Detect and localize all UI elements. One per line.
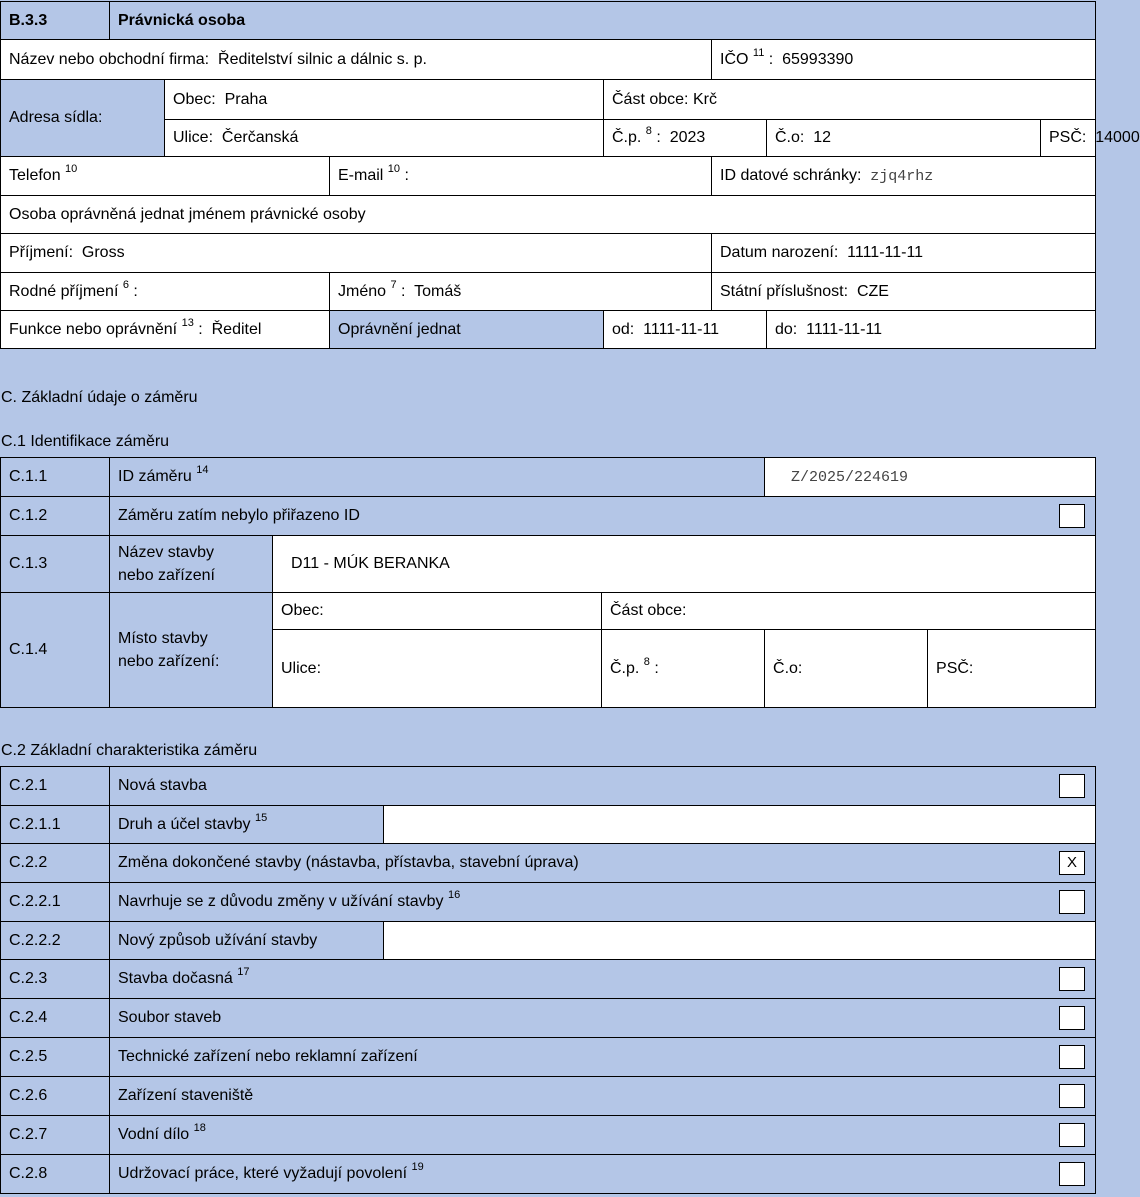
c25-row xyxy=(110,1038,1096,1077)
c26-label: Zařízení staveniště xyxy=(118,1087,254,1104)
b33-obec-cell: Obec: Praha xyxy=(165,80,604,120)
b33-ico-cell: IČO $^{11}$ : 65993390 xyxy=(712,40,1096,80)
b33-cast-obce-cell: Část obce: Krč xyxy=(604,80,1096,120)
b33-opravneni-label: Oprávnění jednat xyxy=(330,311,604,349)
c21-label: Nová stavba xyxy=(118,777,207,794)
c221-label: Navrhuje se z důvodu změny v užívání stavby xyxy=(118,893,444,910)
section-c1-table xyxy=(0,457,1096,708)
c23-code: C.2.3 xyxy=(1,960,110,999)
c13-label: Název stavby nebo zařízení xyxy=(110,536,273,593)
c27-row: Vodní dílo $^{18}$ xyxy=(110,1116,1096,1155)
c24-checkbox[interactable] xyxy=(1059,1006,1085,1030)
c21-checkbox[interactable] xyxy=(1059,774,1085,798)
b33-title: Právnická osoba xyxy=(110,2,1096,40)
c23-checkbox[interactable] xyxy=(1059,967,1085,991)
c27-code: C.2.7 xyxy=(1,1116,110,1155)
b33-od-cell: od: 1111-11-11 xyxy=(604,311,767,349)
b33-jmeno-cell: Jméno $^7$ : Tomáš xyxy=(330,273,712,311)
c26-row xyxy=(110,1077,1096,1116)
c12-label: Záměru zatím nebylo přiřazeno ID xyxy=(118,507,360,524)
section-c2-title: C.2 Základní charakteristika záměru xyxy=(1,742,258,759)
c28-label: Udržovací práce, které vyžadují povolení xyxy=(118,1165,408,1182)
c13-code: C.1.3 xyxy=(1,536,110,593)
b33-datova-cell: ID datové schránky: zjq4rhz xyxy=(712,157,1096,196)
c211-label: Druh a účel stavby $^{15}$ xyxy=(110,806,384,844)
c14-ulice[interactable]: Ulice: xyxy=(273,630,602,708)
c222-label: Nový způsob užívání stavby xyxy=(110,922,384,960)
b33-funkce-cell: Funkce nebo oprávnění $^{13}$ : Ředitel xyxy=(1,311,330,349)
c25-label: Technické zařízení nebo reklamní zařízení xyxy=(118,1048,418,1065)
b33-ico-value[interactable]: 65993390 xyxy=(782,50,854,68)
c28-checkbox[interactable] xyxy=(1059,1162,1085,1186)
c21-row xyxy=(110,767,1096,806)
b33-datova-value[interactable]: zjq4rhz xyxy=(870,168,934,185)
c27-checkbox[interactable] xyxy=(1059,1123,1085,1147)
b33-do-cell: do: 1111-11-11 xyxy=(767,311,1096,349)
b33-psc-cell: PSČ: 14000 xyxy=(1041,120,1096,157)
c14-obec[interactable]: Obec: xyxy=(273,593,602,630)
b33-telefon-cell[interactable]: Telefon $^{10}$ xyxy=(1,157,330,196)
section-b33-table xyxy=(0,1,1140,349)
c27-label: Vodní dílo xyxy=(118,1126,190,1143)
c14-co[interactable]: Č.o: xyxy=(765,630,928,708)
c25-code: C.2.5 xyxy=(1,1038,110,1077)
b33-email-cell[interactable]: E-mail $^{10}$ : xyxy=(330,157,712,196)
section-c1-title: C.1 Identifikace záměru xyxy=(1,433,170,450)
c211-input[interactable] xyxy=(384,806,1096,844)
b33-address-label: Adresa sídla: xyxy=(1,80,165,157)
c14-cp[interactable]: Č.p. $^8$ : xyxy=(602,630,765,708)
b33-name-cell: Název nebo obchodní firma: Ředitelství silnic a dálnic s. p. xyxy=(1,40,712,80)
c221-row: Navrhuje se z důvodu změny v užívání stavby $^{16}$ xyxy=(110,883,1096,922)
c14-psc[interactable]: PSČ: xyxy=(928,630,1096,708)
section-c2-table xyxy=(0,766,1096,1194)
b33-prijmeni-cell: Příjmení: Gross xyxy=(1,234,712,273)
c22-checkbox[interactable]: X xyxy=(1059,851,1085,875)
c211-code: C.2.1.1 xyxy=(1,806,110,844)
c221-code: C.2.2.1 xyxy=(1,883,110,922)
section-c-title: C. Základní údaje o záměru xyxy=(1,389,198,406)
c222-code: C.2.2.2 xyxy=(1,922,110,960)
c26-code: C.2.6 xyxy=(1,1077,110,1116)
c28-code: C.2.8 xyxy=(1,1155,110,1194)
c22-code: C.2.2 xyxy=(1,844,110,883)
c14-cast-obce[interactable]: Část obce: xyxy=(602,593,1096,630)
c11-code: C.1.1 xyxy=(1,458,110,497)
c22-label: Změna dokončené stavby (nástavba, přístavba, stavební úprava) xyxy=(118,854,579,871)
c22-row xyxy=(110,844,1096,883)
b33-ulice-cell: Ulice: Čerčanská xyxy=(165,120,604,157)
c24-row xyxy=(110,999,1096,1038)
b33-osoba-title: Osoba oprávněná jednat jménem právnické osoby xyxy=(1,196,1096,234)
c11-label: ID záměru $^{14}$ xyxy=(110,458,765,497)
b33-co-cell: Č.o: 12 xyxy=(767,120,1041,157)
b33-narozeni-cell: Datum narození: 1111-11-11 xyxy=(712,234,1096,273)
c23-row: Stavba dočasná $^{17}$ xyxy=(110,960,1096,999)
b33-statni-cell: Státní příslušnost: CZE xyxy=(712,273,1096,311)
c11-value[interactable]: Z/2025/224619 xyxy=(765,458,1096,497)
c24-code: C.2.4 xyxy=(1,999,110,1038)
c12-checkbox[interactable] xyxy=(1059,504,1085,528)
c28-row: Udržovací práce, které vyžadují povolení $^{19}$ xyxy=(110,1155,1096,1194)
b33-name-value[interactable]: Ředitelství silnic a dálnic s. p. xyxy=(218,50,427,68)
c222-input[interactable] xyxy=(384,922,1096,960)
c12-code: C.1.2 xyxy=(1,497,110,536)
b33-rodne-cell[interactable]: Rodné příjmení $^6$ : xyxy=(1,273,330,311)
b33-code: B.3.3 xyxy=(1,2,110,40)
c25-checkbox[interactable] xyxy=(1059,1045,1085,1069)
c26-checkbox[interactable] xyxy=(1059,1084,1085,1108)
c14-code: C.1.4 xyxy=(1,593,110,708)
c13-value[interactable]: D11 - MÚK BERANKA xyxy=(273,536,1096,593)
c23-label: Stavba dočasná xyxy=(118,970,233,987)
c221-checkbox[interactable] xyxy=(1059,890,1085,914)
c21-code: C.2.1 xyxy=(1,767,110,806)
c14-label: Místo stavby nebo zařízení: xyxy=(110,593,273,708)
c12-row xyxy=(110,497,1096,536)
c24-label: Soubor staveb xyxy=(118,1009,222,1026)
b33-cp-cell: Č.p. $^8$ : 2023 xyxy=(604,120,767,157)
